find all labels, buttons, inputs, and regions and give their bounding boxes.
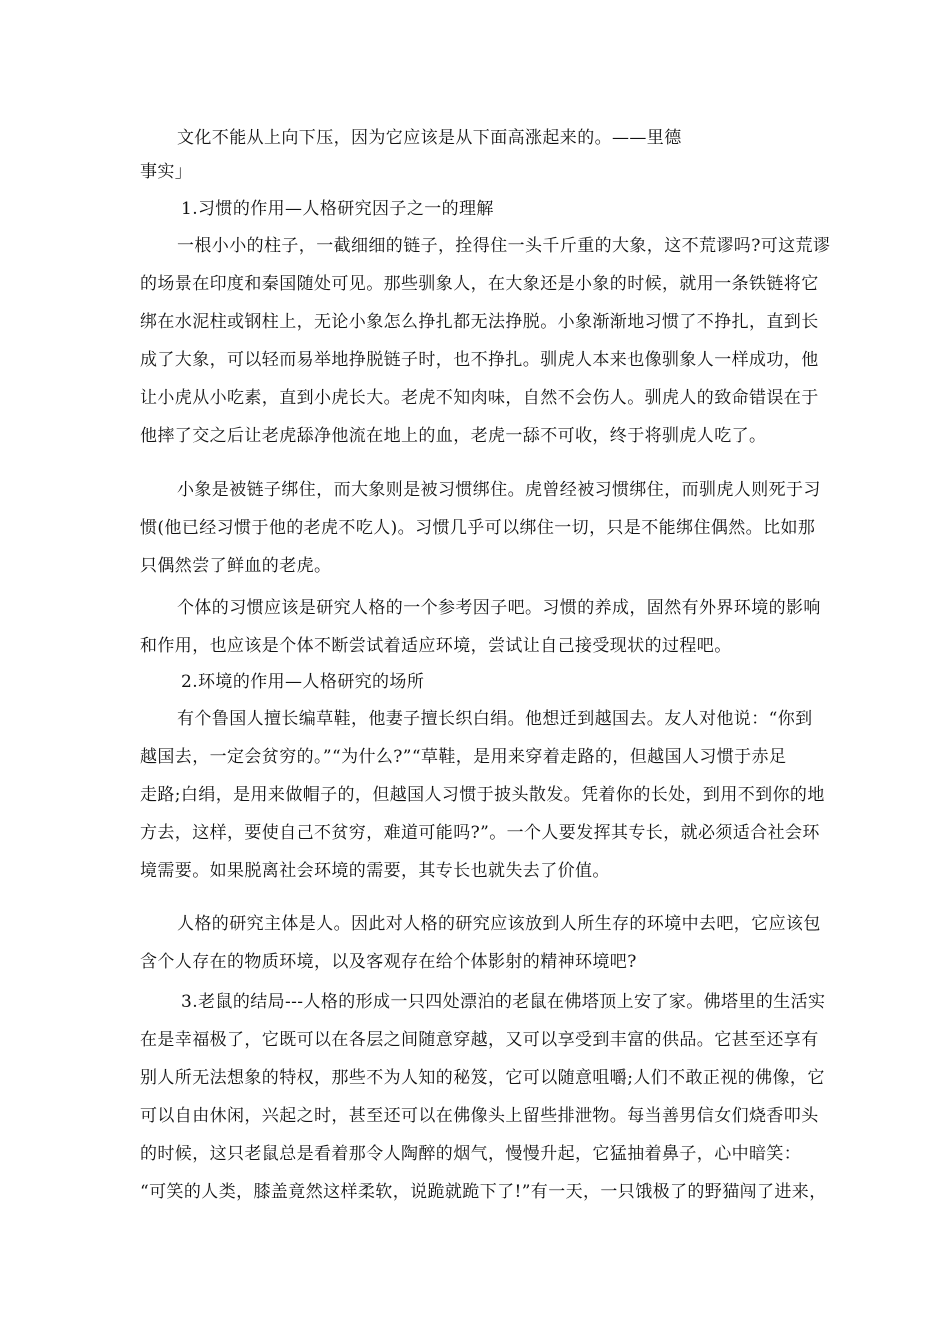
paragraph-text: 方去，这样，要使自己不贫穷，难道可能吗?”。一个人要发挥其专长，就必须适合社会环 <box>140 823 820 843</box>
quote-text: 文化不能从上向下压，因为它应该是从下面高涨起来的。——里德 <box>177 128 682 148</box>
paragraph-text: 人格的研究主体是人。因此对人格的研究应该放到人所生存的环境中去吧，它应该包 <box>177 914 821 934</box>
paragraph-line <box>0 739 950 775</box>
paragraph-line <box>0 628 950 664</box>
section3-heading-text: 3.老鼠的结局---人格的形成一只四处漂泊的老鼠在佛塔顶上安了家。佛塔里的生活实 <box>181 992 826 1012</box>
label-line <box>0 154 950 190</box>
paragraph-text: 越国去，一定会贫穷的。”“为什么?”“草鞋，是用来穿着走路的，但越国人习惯于赤足 <box>140 747 787 767</box>
paragraph-line <box>0 304 950 340</box>
paragraph-line <box>0 906 950 942</box>
paragraph-line <box>0 1060 950 1096</box>
section1-heading-line <box>0 191 950 227</box>
paragraph-text: 小象是被链子绑住，而大象则是被习惯绑住。虎曾经被习惯绑住，而驯虎人则死于习 <box>177 480 821 500</box>
paragraph-text: 别人所无法想象的特权，那些不为人知的秘笈，它可以随意咀嚼;人们不敢正视的佛像，它 <box>140 1068 825 1088</box>
paragraph-line <box>0 853 950 889</box>
section1-heading: 1.习惯的作用—人格研究因子之一的理解 <box>181 199 494 219</box>
paragraph-line <box>0 701 950 737</box>
paragraph-line <box>0 380 950 416</box>
paragraph-text: 让小虎从小吃素，直到小虎长大。老虎不知肉味，自然不会伤人。驯虎人的致命错误在于 <box>140 388 819 408</box>
paragraph-line <box>0 228 950 264</box>
paragraph-text: 和作用，也应该是个体不断尝试着适应环境，尝试让自己接受现状的过程吧。 <box>140 636 732 656</box>
paragraph-text: 成了大象，可以轻而易举地挣脱链子时，也不挣扎。驯虎人本来也像驯象人一样成功，他 <box>140 350 819 370</box>
paragraph-text: 一根小小的柱子，一截细细的链子，拴得住一头千斤重的大象，这不荒谬吗?可这荒谬 <box>177 236 831 256</box>
paragraph-text: 只偶然尝了鲜血的老虎。 <box>140 556 332 576</box>
paragraph-text: 惯(他已经习惯于他的老虎不吃人)。习惯几乎可以绑住一切，只是不能绑住偶然。比如那 <box>140 518 816 538</box>
paragraph-line <box>0 342 950 378</box>
paragraph-line <box>0 1136 950 1172</box>
paragraph-text: “可笑的人类，膝盖竟然这样柔软，说跪就跪下了!”有一天，一只饿极了的野猫闯了进来， <box>140 1182 827 1202</box>
paragraph-text: 他摔了交之后让老虎舔净他流在地上的血，老虎一舔不可收，终于将驯虎人吃了。 <box>140 426 767 446</box>
paragraph-line <box>0 418 950 454</box>
section2-heading: 2.环境的作用—人格研究的场所 <box>181 672 425 692</box>
paragraph-line <box>0 510 950 546</box>
paragraph-line <box>0 1022 950 1058</box>
paragraph-text: 境需要。如果脱离社会环境的需要，其专长也就失去了价值。 <box>140 861 610 881</box>
paragraph-text: 在是幸福极了，它既可以在各层之间随意穿越，又可以享受到丰富的供品。它甚至还享有 <box>140 1030 819 1050</box>
paragraph-text: 有个鲁国人擅长编草鞋，他妻子擅长织白绢。他想迁到越国去。友人对他说：“你到 <box>177 709 813 729</box>
paragraph-text: 的场景在印度和秦国随处可见。那些驯象人，在大象还是小象的时候，就用一条铁链将它 <box>140 274 819 294</box>
paragraph-text: 走路;白绢，是用来做帽子的，但越国人习惯于披头散发。凭着你的长处，到用不到你的地 <box>140 785 825 805</box>
quote-line <box>0 120 950 156</box>
paragraph-line <box>0 548 950 584</box>
paragraph-line <box>0 777 950 813</box>
paragraph-text: 个体的习惯应该是研究人格的一个参考因子吧。习惯的养成，固然有外界环境的影响 <box>177 598 821 618</box>
paragraph-line <box>0 944 950 980</box>
paragraph-line <box>0 815 950 851</box>
section-label: 事实」 <box>140 162 193 182</box>
paragraph-text: 含个人存在的物质环境，以及客观存在给个体影射的精神环境吧? <box>140 952 637 972</box>
paragraph-line <box>0 1098 950 1134</box>
paragraph-line <box>0 590 950 626</box>
section2-heading-line <box>0 664 950 700</box>
paragraph-text: 可以自由休闲，兴起之时，甚至还可以在佛像头上留些排泄物。每当善男信女们烧香叩头 <box>140 1106 819 1126</box>
paragraph-text: 绑在水泥柱或钢柱上，无论小象怎么挣扎都无法挣脱。小象渐渐地习惯了不挣扎，直到长 <box>140 312 819 332</box>
paragraph-line <box>0 1174 950 1210</box>
paragraph-text: 的时候，这只老鼠总是看着那令人陶醉的烟气，慢慢升起，它猛抽着鼻子，心中暗笑： <box>140 1144 802 1164</box>
paragraph-line <box>0 266 950 302</box>
paragraph-line <box>0 472 950 508</box>
paragraph-line <box>0 984 950 1020</box>
